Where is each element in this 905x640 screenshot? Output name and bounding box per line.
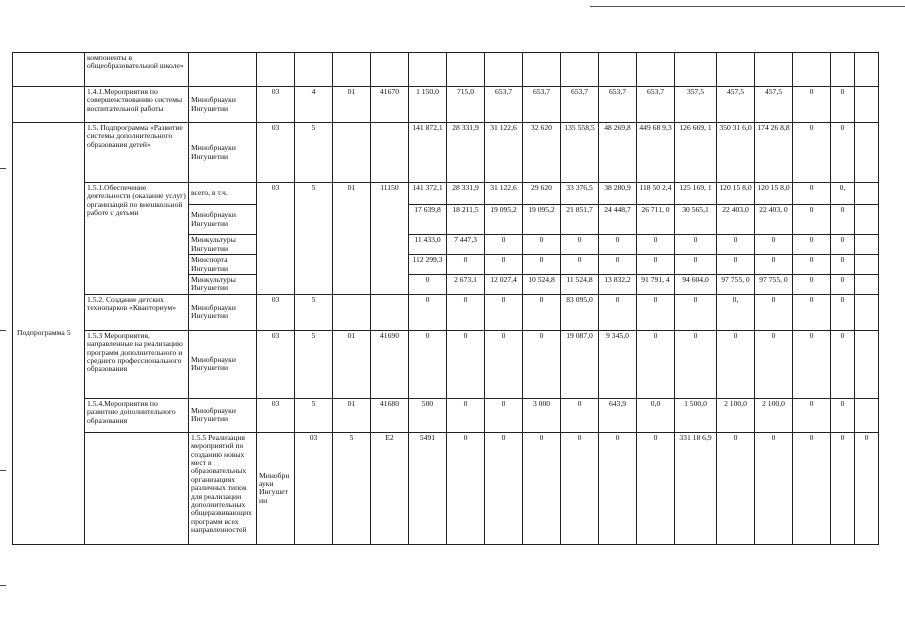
value-cell: 1 150,0 xyxy=(409,87,447,123)
value-cell: 24 448,7 xyxy=(599,205,637,235)
value-cell: 350 31 6,0 xyxy=(717,123,755,183)
margin-tick xyxy=(0,330,6,331)
table-cell xyxy=(637,53,675,87)
value-cell: 38 280,9 xyxy=(599,183,637,205)
value-cell: 97 755, 0 xyxy=(717,275,755,295)
value-cell: 141 372,1 xyxy=(409,183,447,205)
value-cell: 0 xyxy=(755,294,793,330)
table-cell xyxy=(855,275,879,295)
table-cell xyxy=(855,398,879,432)
value-cell: 0 xyxy=(409,275,447,295)
value-cell: 22 403, 0 xyxy=(755,205,793,235)
value-cell: 29 620 xyxy=(523,183,561,205)
value-cell: 0 xyxy=(485,294,523,330)
value-cell: 0 xyxy=(523,235,561,255)
value-cell: 643,9 xyxy=(599,398,637,432)
value-cell: 0 xyxy=(793,87,831,123)
table-cell xyxy=(855,183,879,205)
table-cell xyxy=(333,53,371,87)
value-cell: 28 331,9 xyxy=(447,183,485,205)
value-cell: 0 xyxy=(831,235,855,255)
value-cell: 0 xyxy=(409,330,447,398)
row-group-label: Подпрограмма 5 xyxy=(13,123,85,545)
executor: Минобрнауки Ингушетии xyxy=(189,205,257,235)
value-cell: 18 211,5 xyxy=(447,205,485,235)
table-cell xyxy=(855,53,879,87)
row-group-cell xyxy=(13,87,85,123)
value-cell: 174 26 8,8 xyxy=(755,123,793,183)
value-cell: 41690 xyxy=(371,330,409,398)
value-cell: 0 xyxy=(485,398,523,432)
value-cell: 653,7 xyxy=(637,87,675,123)
value-cell: 03 xyxy=(257,398,295,432)
value-cell: 0 xyxy=(755,330,793,398)
executor: Минобрнауки Ингушетии xyxy=(189,294,257,330)
value-cell xyxy=(333,294,371,330)
value-cell: 457,5 xyxy=(717,87,755,123)
code-cell: 11150 xyxy=(371,183,409,295)
executor: Минкультуры Ингушетии xyxy=(189,275,257,295)
measure-name: 1.5.4.Мероприятия по развитию дополнительного образования xyxy=(85,398,189,432)
value-cell: 0,0 xyxy=(637,398,675,432)
value-cell: 83 095,0 xyxy=(561,294,599,330)
value-cell: 0 xyxy=(755,255,793,275)
value-cell: 120 15 8,0 xyxy=(755,183,793,205)
table-cell xyxy=(371,53,409,87)
value-cell: 0 xyxy=(637,330,675,398)
value-cell: 7 447,3 xyxy=(447,235,485,255)
value-cell: 0 xyxy=(793,294,831,330)
value-cell: 653,7 xyxy=(561,87,599,123)
value-cell: 0 xyxy=(831,87,855,123)
measure-name: 1.5.2. Создание детских технопарков «Кванториум» xyxy=(85,294,189,330)
table-cell xyxy=(523,53,561,87)
table-cell xyxy=(793,53,831,87)
value-cell: 0 xyxy=(409,294,447,330)
value-cell: 17 639,8 xyxy=(409,205,447,235)
margin-tick xyxy=(0,168,6,169)
row-group-cell xyxy=(13,53,85,87)
table-row xyxy=(13,432,879,544)
value-cell: 357,5 xyxy=(675,87,717,123)
value-cell: 0 xyxy=(561,432,599,544)
value-cell: 2 100,0 xyxy=(755,398,793,432)
value-cell: 0 xyxy=(793,205,831,235)
value-cell: 11 433,0 xyxy=(409,235,447,255)
value-cell: 26 711, 0 xyxy=(637,205,675,235)
value-cell: 5491 xyxy=(409,432,447,544)
value-cell: 0, xyxy=(717,294,755,330)
value-cell: 0, xyxy=(831,183,855,205)
table-cell xyxy=(855,330,879,398)
value-cell: 0 xyxy=(447,432,485,544)
value-cell: 0 xyxy=(675,255,717,275)
value-cell: 0 xyxy=(447,330,485,398)
value-cell: 112 299,3 xyxy=(409,255,447,275)
table-cell xyxy=(717,53,755,87)
value-cell: 2 100,0 xyxy=(717,398,755,432)
margin-tick xyxy=(0,585,6,586)
table-cell xyxy=(447,53,485,87)
value-cell: 653,7 xyxy=(599,87,637,123)
value-cell: 0 xyxy=(755,432,793,544)
value-cell: 5 xyxy=(295,294,333,330)
margin-tick xyxy=(0,470,6,471)
value-cell: 0 xyxy=(675,330,717,398)
value-cell: 31 122,6 xyxy=(485,123,523,183)
table-row xyxy=(13,330,879,398)
table-cell xyxy=(855,235,879,255)
value-cell: 0 xyxy=(793,398,831,432)
value-cell: 0 xyxy=(447,255,485,275)
value-cell: 0 xyxy=(855,432,879,544)
value-cell: 5 xyxy=(295,398,333,432)
value-cell: 10 524,8 xyxy=(523,275,561,295)
value-cell: 13 832,2 xyxy=(599,275,637,295)
measure-name: 1.5. Подпрограмма «Развитие системы дополнительного образования детей» xyxy=(85,123,189,183)
value-cell: 126 669, 1 xyxy=(675,123,717,183)
measure-name: 1.5.5 Реализация мероприятий по созданию новых мест в образовательных организациях различных типов для реализации дополнительных общеразвивающих программ всех направленностей xyxy=(189,432,257,544)
value-cell: 21 851,7 xyxy=(561,205,599,235)
value-cell: 0 xyxy=(561,398,599,432)
value-cell: 141 872,1 xyxy=(409,123,447,183)
value-cell: 0 xyxy=(793,255,831,275)
value-cell: 1 500,0 xyxy=(675,398,717,432)
value-cell: 0 xyxy=(599,432,637,544)
top-rule xyxy=(590,6,905,7)
value-cell: 0 xyxy=(755,235,793,255)
value-cell: 0 xyxy=(793,275,831,295)
value-cell: 0 xyxy=(717,235,755,255)
value-cell: 449 68 9,3 xyxy=(637,123,675,183)
value-cell: 0 xyxy=(831,123,855,183)
value-cell: 0 xyxy=(523,294,561,330)
executor: всего, в т.ч. xyxy=(189,183,257,205)
value-cell: 0 xyxy=(561,255,599,275)
value-cell: 5 xyxy=(333,432,371,544)
value-cell: 125 169, 1 xyxy=(675,183,717,205)
value-cell: 2 673,1 xyxy=(447,275,485,295)
value-cell: 0 xyxy=(523,255,561,275)
measure-name: 1.5.3 Мероприятия, направленные на реализацию программ дополнительного и среднего профессионального образования xyxy=(85,330,189,398)
value-cell: 653,7 xyxy=(523,87,561,123)
value-cell: 0 xyxy=(793,330,831,398)
value-cell: 0 xyxy=(717,432,755,544)
value-cell: 5 xyxy=(295,330,333,398)
value-cell: 03 xyxy=(257,123,295,183)
value-cell: 0 xyxy=(523,432,561,544)
table-cell xyxy=(295,53,333,87)
value-cell: 0 xyxy=(793,123,831,183)
table-cell xyxy=(831,53,855,87)
table-row xyxy=(13,87,879,123)
value-cell: 0 xyxy=(523,330,561,398)
value-cell: 0 xyxy=(793,183,831,205)
value-cell: 0 xyxy=(831,205,855,235)
value-cell: 91 791, 4 xyxy=(637,275,675,295)
value-cell: 0 xyxy=(637,235,675,255)
executor: Минкультуры Ингушетии xyxy=(189,235,257,255)
table-cell xyxy=(855,205,879,235)
executor: Минспорта Ингушетии xyxy=(189,255,257,275)
executor: Минобрнауки Ингушетии xyxy=(189,123,257,183)
table-row xyxy=(13,123,879,183)
value-cell: 22 403,0 xyxy=(717,205,755,235)
value-cell: 0 xyxy=(793,432,831,544)
value-cell: E2 xyxy=(371,432,409,544)
value-cell: 0 xyxy=(485,330,523,398)
table-cell xyxy=(189,53,257,87)
table-cell xyxy=(257,53,295,87)
value-cell: 32 620 xyxy=(523,123,561,183)
table-cell xyxy=(755,53,793,87)
value-cell: 3 000 xyxy=(523,398,561,432)
value-cell: 0 xyxy=(831,432,855,544)
table-cell xyxy=(599,53,637,87)
value-cell: 715,0 xyxy=(447,87,485,123)
value-cell: 9 345,0 xyxy=(599,330,637,398)
value-cell: 500 xyxy=(409,398,447,432)
value-cell: 19 087,0 xyxy=(561,330,599,398)
table-cell xyxy=(409,53,447,87)
value-cell: 0 xyxy=(485,255,523,275)
table-cell xyxy=(675,53,717,87)
value-cell: 41680 xyxy=(371,398,409,432)
measure-name: компоненты в общеобразовательной школе» xyxy=(85,53,189,87)
value-cell: 0 xyxy=(485,432,523,544)
table-cell xyxy=(485,53,523,87)
table-cell xyxy=(855,255,879,275)
value-cell: 331 18 6,9 xyxy=(675,432,717,544)
value-cell: 5 xyxy=(295,123,333,183)
value-cell: 97 755, 0 xyxy=(755,275,793,295)
value-cell: 0 xyxy=(485,235,523,255)
value-cell: 135 558,5 xyxy=(561,123,599,183)
executor: Минобрнауки Ингушетии xyxy=(189,330,257,398)
table-cell xyxy=(855,123,879,183)
value-cell: 0 xyxy=(831,294,855,330)
value-cell: 0 xyxy=(717,255,755,275)
value-cell: 03 xyxy=(257,330,295,398)
value-cell: 0 xyxy=(447,294,485,330)
value-cell: 03 xyxy=(257,87,295,123)
value-cell: 0 xyxy=(717,330,755,398)
value-cell: 19 095,2 xyxy=(523,205,561,235)
table-cell xyxy=(561,53,599,87)
measure-name: 1.4.1.Мероприятия по совершенствованию системы воспитательной работы xyxy=(85,87,189,123)
table-row xyxy=(13,183,879,205)
value-cell: 33 376,5 xyxy=(561,183,599,205)
value-cell: 0 xyxy=(637,294,675,330)
value-cell: 0 xyxy=(447,398,485,432)
value-cell: 0 xyxy=(637,255,675,275)
value-cell: 01 xyxy=(333,398,371,432)
row-group-cell xyxy=(85,432,189,544)
measure-name: 1.5.1.Обеспечение деятельности (оказание услуг) организаций по внешкольной работе с детьми xyxy=(85,183,189,295)
value-cell: 19 095,2 xyxy=(485,205,523,235)
value-cell: 28 331,9 xyxy=(447,123,485,183)
value-cell: 0 xyxy=(599,294,637,330)
executor: Минобрнауки Ингушетии xyxy=(257,432,295,544)
code-cell: 03 xyxy=(257,183,295,295)
value-cell: 0 xyxy=(831,398,855,432)
table-row xyxy=(13,398,879,432)
budget-table xyxy=(12,52,879,545)
table-cell xyxy=(855,294,879,330)
value-cell: 0 xyxy=(793,235,831,255)
value-cell: 457,5 xyxy=(755,87,793,123)
value-cell: 120 15 8,0 xyxy=(717,183,755,205)
value-cell: 30 565,1 xyxy=(675,205,717,235)
value-cell: 0 xyxy=(831,275,855,295)
value-cell: 4 xyxy=(295,87,333,123)
value-cell: 03 xyxy=(295,432,333,544)
executor: Минобрнауки Ингушетии xyxy=(189,398,257,432)
value-cell: 03 xyxy=(257,294,295,330)
value-cell: 11 524,8 xyxy=(561,275,599,295)
value-cell: 41670 xyxy=(371,87,409,123)
value-cell: 0 xyxy=(561,235,599,255)
value-cell: 653,7 xyxy=(485,87,523,123)
code-cell: 01 xyxy=(333,183,371,295)
value-cell: 01 xyxy=(333,87,371,123)
value-cell: 0 xyxy=(675,294,717,330)
value-cell: 01 xyxy=(333,330,371,398)
value-cell: 12 027,4 xyxy=(485,275,523,295)
executor: Минобрнауки Ингушетии xyxy=(189,87,257,123)
table-row xyxy=(13,294,879,330)
value-cell xyxy=(371,123,409,183)
value-cell: 0 xyxy=(599,235,637,255)
value-cell xyxy=(333,123,371,183)
value-cell: 0 xyxy=(831,255,855,275)
value-cell xyxy=(371,294,409,330)
value-cell: 0 xyxy=(637,432,675,544)
value-cell: 94 604,0 xyxy=(675,275,717,295)
value-cell: 31 122,6 xyxy=(485,183,523,205)
code-cell: 5 xyxy=(295,183,333,295)
value-cell: 0 xyxy=(831,330,855,398)
value-cell: 0 xyxy=(675,235,717,255)
table-cell xyxy=(855,87,879,123)
table-row xyxy=(13,53,879,87)
value-cell: 118 50 2,4 xyxy=(637,183,675,205)
value-cell: 48 269,8 xyxy=(599,123,637,183)
value-cell: 0 xyxy=(599,255,637,275)
